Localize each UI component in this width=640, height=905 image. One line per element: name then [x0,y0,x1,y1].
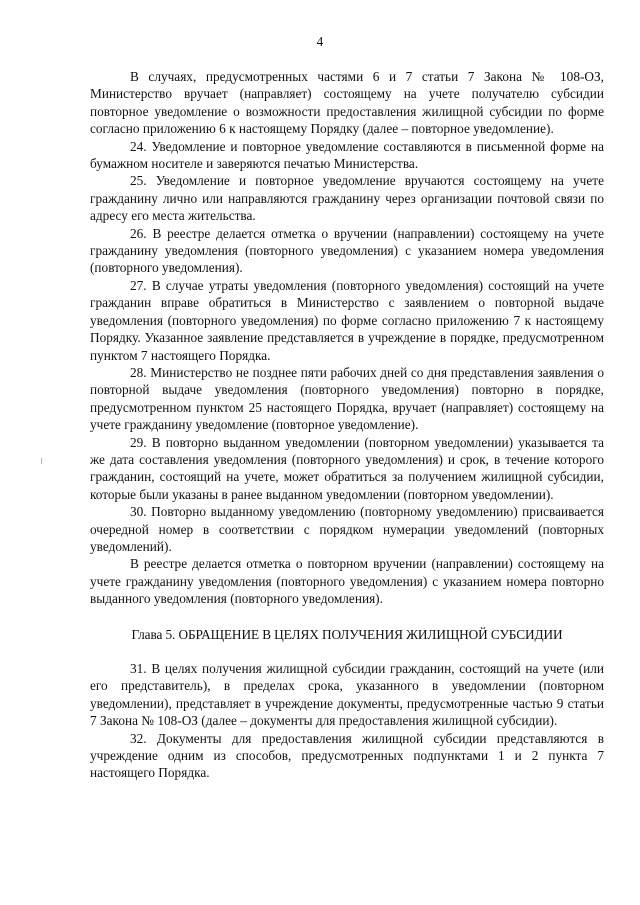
scan-artifact-mark [41,458,42,464]
paragraph-28: 28. Министерство не позднее пяти рабочих дней со дня представления заявления о повторной выдаче уведомления (повторного уведомления) повторно в порядке, предусмотренном пунктом 25 настоящего Порядка, вручает (направляет) состоящему на учете гражданину уведомление (повторное уведомление). [90,364,604,433]
paragraph-26: 26. В реестре делается отметка о вручении (направлении) состоящему на учете гражданину уведомления (повторного уведомления) с указанием номера уведомления (повторного уведомления). [90,225,604,276]
document-body [90,68,604,782]
paragraph-registry-note: В реестре делается отметка о повторном вручении (направлении) состоящему на учете гражданину уведомления (повторного уведомления) с указанием номера повторно выданного уведомления (повторного уведомления). [90,556,604,607]
paragraph-24: 24. Уведомление и повторное уведомление составляются в письменной форме на бумажном носителе и заверяются печатью Министерства. [90,138,604,172]
paragraph-25: 25. Уведомление и повторное уведомление вручаются состоящему на учете гражданину лично или направляются гражданину через организации почтовой связи по адресу его места жительства. [90,173,604,224]
paragraph-repeat-notice: В случаях, предусмотренных частями 6 и 7 статьи 7 Закона № 108-ОЗ, Министерство вручает (направляет) состоящему на учете получателю субсидии повторное уведомление о возможности предоставления жилищной субсидии по форме согласно приложению 6 к настоящему Порядку (далее – повторное уведомление). [90,69,604,137]
paragraph-32: 32. Документы для предоставления жилищной субсидии представляются в учреждение одним из способов, предусмотренных подпунктами 1 и 2 пункта 7 настоящего Порядка. [90,730,604,781]
paragraph-27: 27. В случае утраты уведомления (повторного уведомления) состоящий на учете гражданин вправе обратиться в Министерство с заявлением о повторной выдаче уведомления (повторного уведомления) по форме согласно приложению 7 к настоящему Порядку. Указанное заявление представляется в учреждение в порядке, предусмотренном пунктом 7 настоящего Порядка. [90,277,604,363]
chapter-heading: Глава 5. ОБРАЩЕНИЕ В ЦЕЛЯХ ПОЛУЧЕНИЯ ЖИЛИЩНОЙ СУБСИДИИ [131,626,563,642]
page-number: 4 [316,34,324,49]
paragraph-31: 31. В целях получения жилищной субсидии гражданин, состоящий на учете (или его представитель), в пределах срока, указанного в уведомлении (повторном уведомлении), представляет в учреждение документы, предусмотренные частью 9 статьи 7 Закона № 108-ОЗ (далее – документы для предоставления жилищной субсидии). [90,661,604,729]
paragraph-30: 30. Повторно выданному уведомлению (повторному уведомлению) присваивается очередной номер в соответствии с порядком нумерации уведомлений (повторных уведомлений). [90,504,604,554]
paragraph-29: 29. В повторно выданном уведомлении (повторном уведомлении) указывается та же дата составления уведомления (повторного уведомления) и срок, в течение которого гражданин, состоящий на учете, может обратиться за получением жилищной субсидии, которые были указаны в ранее выданном уведомлении (повторном уведомлении). [90,434,604,502]
